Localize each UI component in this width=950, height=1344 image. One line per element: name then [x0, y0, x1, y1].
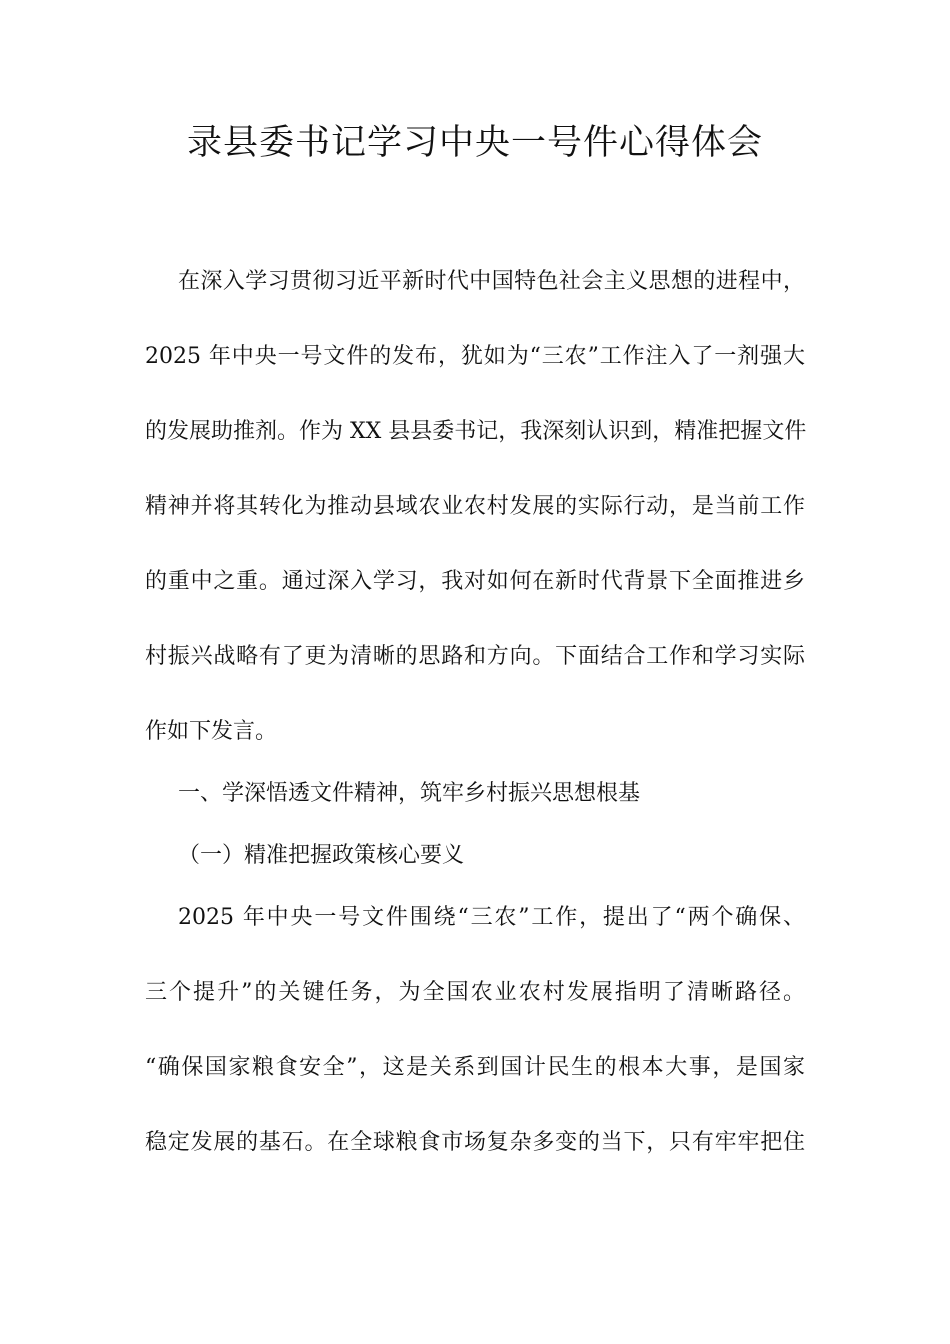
paragraph-line: 三个提升”的关键任务，为全国农业农村发展指明了清晰路径。 [145, 980, 805, 1005]
paragraph-line: 在深入学习贯彻习近平新时代中国特色社会主义思想的进程中， [178, 269, 805, 294]
subsection-heading: （一）精准把握政策核心要义 [178, 843, 465, 868]
paragraph-line: 的重中之重。通过深入学习，我对如何在新时代背景下全面推进乡 [145, 569, 805, 594]
paragraph-line: “确保国家粮食安全”，这是关系到国计民生的根本大事，是国家 [145, 1055, 805, 1080]
paragraph-line: 精神并将其转化为推动县域农业农村发展的实际行动，是当前工作 [145, 494, 805, 519]
document-title: 录县委书记学习中央一号件心得体会 [186, 123, 763, 163]
paragraph-line: 作如下发言。 [145, 719, 278, 744]
section-heading: 一、学深悟透文件精神，筑牢乡村振兴思想根基 [178, 781, 641, 806]
paragraph-line: 的发展助推剂。作为 XX 县县委书记，我深刻认识到，精准把握文件 [145, 419, 807, 444]
paragraph-line: 2025 年中央一号文件围绕“三农”工作，提出了“两个确保、 [178, 905, 805, 930]
paragraph-line: 村振兴战略有了更为清晰的思路和方向。下面结合工作和学习实际 [145, 644, 805, 669]
paragraph-line: 2025 年中央一号文件的发布，犹如为“三农”工作注入了一剂强大 [145, 344, 805, 369]
paragraph-line: 稳定发展的基石。在全球粮食市场复杂多变的当下，只有牢牢把住 [145, 1130, 805, 1155]
